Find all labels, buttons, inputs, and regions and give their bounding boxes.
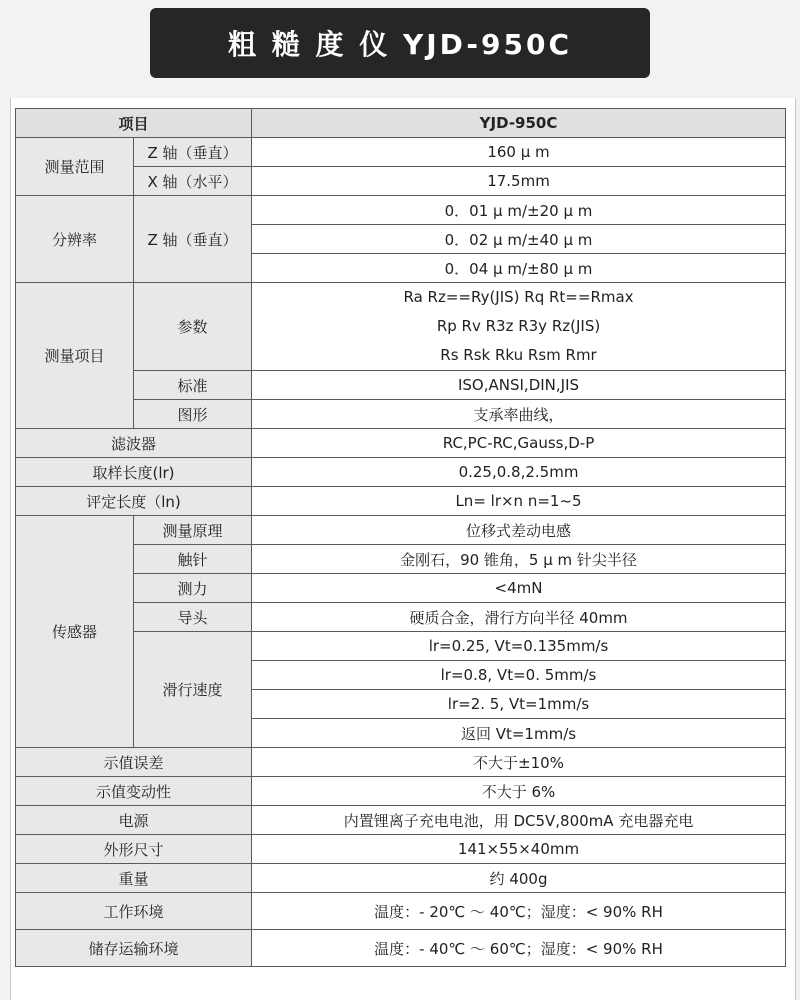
- graph-value: 支承率曲线，: [252, 400, 786, 429]
- force-value: <4mN: [252, 574, 786, 603]
- resolution-value-3: 0．04 μ m/±80 μ m: [252, 254, 786, 283]
- error-value: 不大于±10%: [252, 748, 786, 777]
- resolution-axis: Z 轴（垂直）: [134, 196, 252, 283]
- table-row: [16, 930, 786, 967]
- speed-label: 滑行速度: [134, 632, 252, 748]
- filter-value: RC,PC-RC,Gauss,D-P: [252, 429, 786, 458]
- table-row: [16, 458, 786, 487]
- table-row: [16, 777, 786, 806]
- table-header-row: [16, 109, 786, 138]
- resolution-label: 分辨率: [16, 196, 134, 283]
- table-row: [16, 893, 786, 930]
- storage-env-value: 温度：- 40℃ ～ 60℃；湿度：< 90% RH: [252, 930, 786, 967]
- variation-label: 示值变动性: [16, 777, 252, 806]
- sampling-value: 0.25,0.8,2.5mm: [252, 458, 786, 487]
- standard-value: ISO,ANSI,DIN,JIS: [252, 371, 786, 400]
- table-row: [16, 835, 786, 864]
- evaluation-label: 评定长度（ln): [16, 487, 252, 516]
- table-row: [16, 196, 786, 225]
- page-title: 粗 糙 度 仪 YJD-950C: [150, 8, 650, 78]
- speed-value-2: lr=0.8, Vt=0. 5mm/s: [252, 661, 786, 690]
- power-value: 内置锂离子充电电池，用 DC5V,800mA 充电器充电: [252, 806, 786, 835]
- guide-label: 导头: [134, 603, 252, 632]
- graph-label: 图形: [134, 400, 252, 429]
- params-line-1: Ra Rz==Ry(JIS) Rq Rt==Rmax: [403, 288, 634, 306]
- table-row: [16, 283, 786, 371]
- resolution-value-1: 0．01 μ m/±20 μ m: [252, 196, 786, 225]
- work-env-value: 温度：- 20℃ ～ 40℃；湿度：< 90% RH: [252, 893, 786, 930]
- stylus-value: 金刚石，90 锥角，5 μ m 针尖半径: [252, 545, 786, 574]
- weight-value: 约 400g: [252, 864, 786, 893]
- table-row: [16, 487, 786, 516]
- dimensions-value: 141×55×40mm: [252, 835, 786, 864]
- stylus-label: 触针: [134, 545, 252, 574]
- sampling-label: 取样长度(lr): [16, 458, 252, 487]
- range-z-value: 160 μ m: [252, 138, 786, 167]
- header-model: YJD-950C: [252, 109, 786, 138]
- range-x-value: 17.5mm: [252, 167, 786, 196]
- table-row: [16, 429, 786, 458]
- range-x-axis: X 轴（水平）: [134, 167, 252, 196]
- table-row: [16, 748, 786, 777]
- table-row: [16, 138, 786, 167]
- sensor-label: 传感器: [16, 516, 134, 748]
- storage-env-label: 储存运输环境: [16, 930, 252, 967]
- dimensions-label: 外形尺寸: [16, 835, 252, 864]
- params-value: [252, 283, 786, 371]
- speed-value-1: lr=0.25, Vt=0.135mm/s: [252, 632, 786, 661]
- table-row: [16, 864, 786, 893]
- filter-label: 滤波器: [16, 429, 252, 458]
- items-label: 测量项目: [16, 283, 134, 429]
- force-label: 测力: [134, 574, 252, 603]
- work-env-label: 工作环境: [16, 893, 252, 930]
- spec-table: [15, 108, 786, 967]
- params-label: 参数: [134, 283, 252, 371]
- header-item: 项目: [16, 109, 252, 138]
- error-label: 示值误差: [16, 748, 252, 777]
- speed-value-4: 返回 Vt=1mm/s: [252, 719, 786, 748]
- standard-label: 标准: [134, 371, 252, 400]
- table-row: [16, 806, 786, 835]
- power-label: 电源: [16, 806, 252, 835]
- principle-value: 位移式差动电感: [252, 516, 786, 545]
- params-line-3: Rs Rsk Rku Rsm Rmr: [440, 346, 597, 364]
- variation-value: 不大于 6%: [252, 777, 786, 806]
- params-line-2: Rp Rv R3z R3y Rz(JIS): [436, 317, 601, 335]
- evaluation-value: Ln= lr×n n=1~5: [252, 487, 786, 516]
- resolution-value-2: 0．02 μ m/±40 μ m: [252, 225, 786, 254]
- weight-label: 重量: [16, 864, 252, 893]
- range-z-axis: Z 轴（垂直）: [134, 138, 252, 167]
- principle-label: 测量原理: [134, 516, 252, 545]
- guide-value: 硬质合金，滑行方向半径 40mm: [252, 603, 786, 632]
- table-row: [16, 516, 786, 545]
- speed-value-3: lr=2. 5, Vt=1mm/s: [252, 690, 786, 719]
- range-label: 测量范围: [16, 138, 134, 196]
